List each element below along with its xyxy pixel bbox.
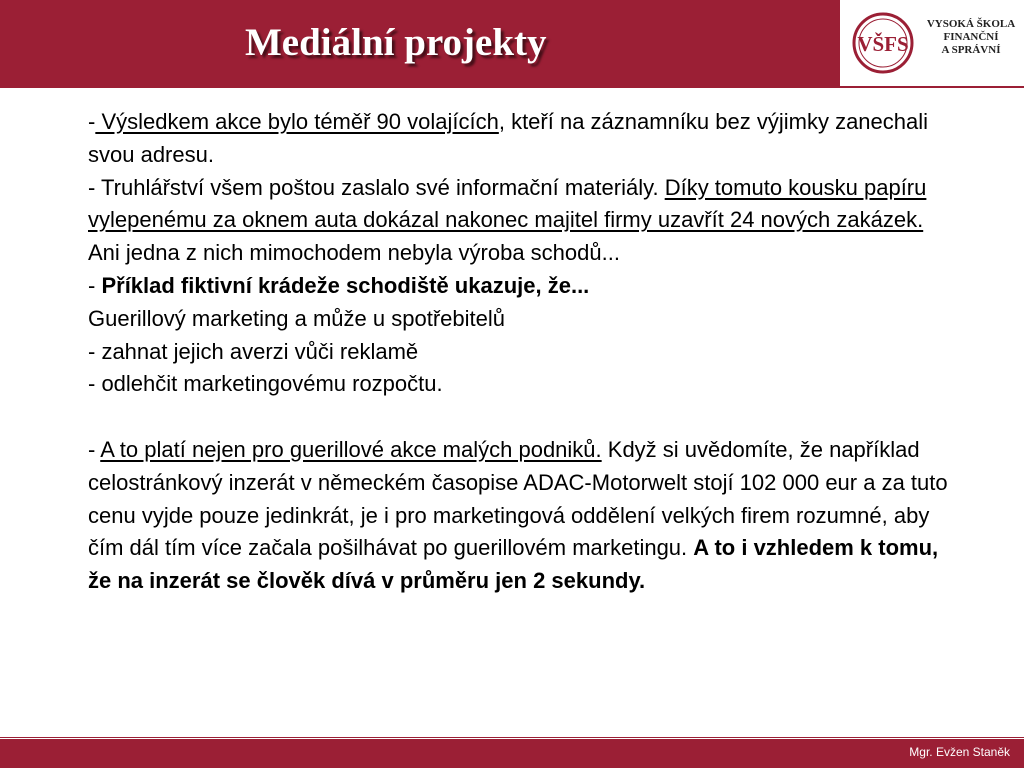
big-firms-claim: A to platí nejen pro guerillové akce malých podniků. — [100, 436, 602, 462]
dash: - — [88, 436, 101, 462]
bullet-budget: - odlehčit marketingovému rozpočtu. — [88, 371, 443, 397]
logo-line-1: VYSOKÁ ŠKOLA — [926, 18, 1016, 30]
dash: - — [88, 272, 102, 298]
big-firms-rest: Když si uvědomíte, že například celostránkový inzerát v německém časopise ADAC-Motorwelt stojí 102 000 eur a za tuto cenu vyjde pouze jedinkrát, je i pro marketingová oddělení velkých firem rozumné, aby čím dál tím více začala pošilhávat po guerillovém marketingu. — [88, 436, 948, 561]
carpentry-lead: - Truhlářství všem poštou zaslalo své informační materiály. — [88, 174, 665, 200]
footer-bar — [0, 739, 1024, 768]
logo-line-3: A SPRÁVNÍ — [941, 44, 1001, 56]
paragraph-big-firms — [88, 434, 948, 598]
paragraph-callers — [88, 106, 948, 172]
carpentry-result: Díky tomuto kousku papíru vylepenému za oknem auta dokázal nakonec majitel firmy uzavřít 24 nových zakázek. — [88, 174, 927, 233]
logo-line-2: FINANČNÍ — [943, 31, 999, 43]
dash: - — [88, 109, 96, 134]
vsfs-logo-icon — [850, 10, 916, 76]
title-bar — [0, 0, 840, 88]
paragraph-example — [88, 270, 948, 303]
paragraph-guerilla: Guerillový marketing a může u spotřebitelů — [88, 305, 505, 331]
callers-result: Výsledkem akce bylo téměř 90 volajících — [95, 109, 499, 134]
slide-body — [88, 106, 948, 598]
big-firms-conclusion: A to i vzhledem k tomu, že na inzerát se člověk dívá v průměru jen 2 sekundy. — [88, 535, 939, 594]
slide-title: Mediální projekty — [245, 21, 547, 64]
bullet-averse: - zahnat jejich averzi vůči reklamě — [88, 338, 419, 364]
logo-mark-text: VŠFS — [857, 32, 909, 56]
paragraph-carpentry — [88, 172, 948, 270]
callers-rest: , kteří na záznamníku bez výjimky zanechali svou adresu. — [88, 109, 929, 167]
author-name: Mgr. Evžen Staněk — [909, 745, 1010, 759]
footer-divider — [0, 737, 1024, 738]
logo-text — [920, 18, 1022, 57]
carpentry-rest: Ani jedna z nich mimochodem nebyla výroba schodů... — [88, 240, 620, 266]
example-heading: Příklad fiktivní krádeže schodiště ukazuje, že... — [101, 272, 590, 298]
paragraph-spacer — [88, 401, 948, 434]
school-logo — [840, 0, 1024, 88]
